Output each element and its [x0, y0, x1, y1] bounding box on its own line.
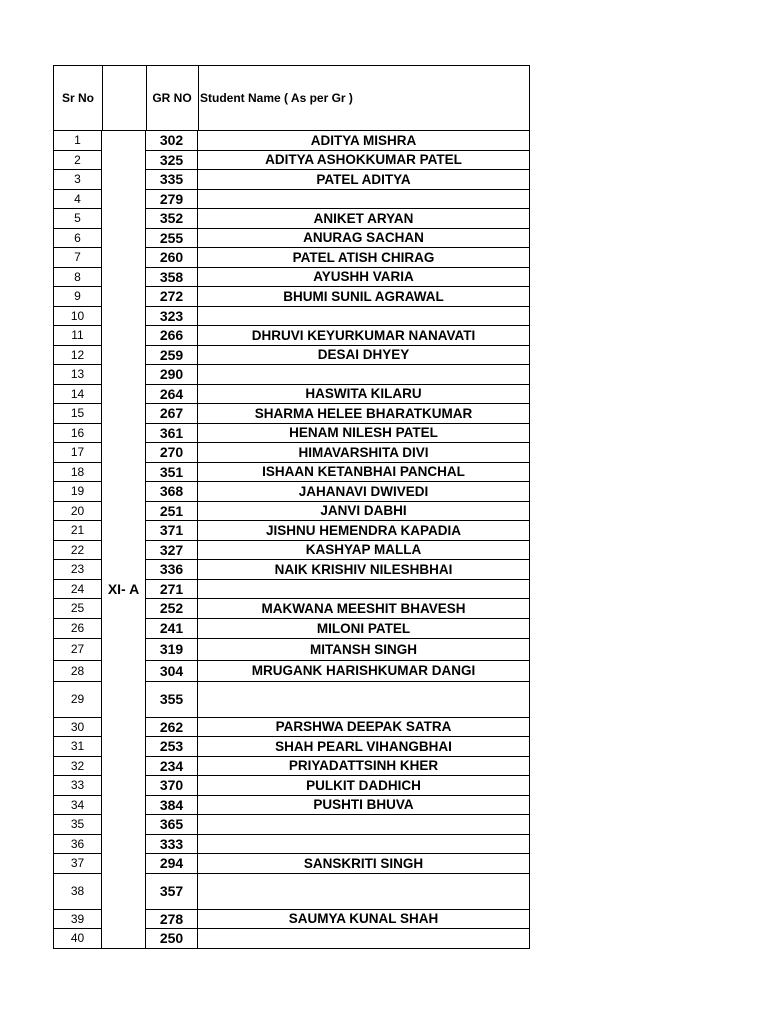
student-list-sheet [53, 65, 530, 949]
gr-no-cell: 260 [146, 248, 198, 267]
gr-no-cell: 304 [146, 661, 198, 681]
student-name-cell [198, 580, 529, 599]
sr-no-cell: 31 [54, 737, 102, 756]
gr-no-cell: 370 [146, 776, 198, 795]
gr-no-cell: 368 [146, 482, 198, 501]
gr-no-cell: 336 [146, 560, 198, 579]
student-name-cell: DESAI DHYEY [317, 347, 410, 363]
sr-no-cell: 20 [54, 502, 102, 521]
student-name-cell: KASHYAP MALLA [305, 542, 422, 558]
gr-no-cell: 250 [146, 929, 198, 948]
gr-no-cell: 357 [146, 874, 198, 909]
student-name-cell [198, 815, 529, 834]
student-name-cell: PRIYADATTSINH KHER [288, 758, 439, 774]
sr-no-cell: 12 [54, 346, 102, 365]
student-name-cell: DHRUVI KEYURKUMAR NANAVATI [251, 327, 476, 343]
sr-no-cell: 21 [54, 521, 102, 540]
gr-no-cell: 333 [146, 835, 198, 854]
sr-no-cell: 10 [54, 307, 102, 326]
student-name-cell: ADITYA MISHRA [310, 132, 417, 148]
gr-no-cell: 270 [146, 443, 198, 462]
sr-no-cell: 17 [54, 443, 102, 462]
student-name-cell: JANVI DABHI [320, 503, 407, 519]
student-name-cell: MRUGANK HARISHKUMAR DANGI [251, 663, 476, 678]
sr-no-cell: 35 [54, 815, 102, 834]
student-name-cell: MITANSH SINGH [310, 641, 417, 657]
sr-no-cell: 40 [54, 929, 102, 948]
student-name-cell [198, 929, 529, 948]
sr-no-cell: 26 [54, 619, 102, 638]
header-gr-no: GR NO [146, 66, 199, 130]
student-name-cell [198, 190, 529, 209]
gr-no-cell: 327 [146, 541, 198, 560]
table-header [53, 65, 530, 131]
header-student-name: Student Name ( As per Gr ) [200, 91, 353, 105]
student-name-cell: MILONI PATEL [316, 620, 411, 636]
gr-no-cell: 319 [146, 639, 198, 660]
sr-no-cell: 2 [54, 151, 102, 170]
student-name-cell: PARSHWA DEEPAK SATRA [275, 719, 452, 735]
class-label: XI- A [102, 580, 145, 600]
student-name-cell [198, 365, 529, 384]
sr-no-cell: 28 [54, 661, 102, 681]
sr-no-cell: 11 [54, 326, 102, 345]
sr-no-cell: 24 [54, 580, 102, 599]
student-name-cell [198, 307, 529, 326]
student-name-cell: MAKWANA MEESHIT BHAVESH [261, 600, 466, 616]
sr-no-cell: 38 [54, 874, 102, 909]
gr-no-cell: 325 [146, 151, 198, 170]
sr-no-cell: 23 [54, 560, 102, 579]
gr-no-cell: 272 [146, 287, 198, 306]
gr-no-cell: 302 [146, 131, 198, 150]
sr-no-cell: 8 [54, 268, 102, 287]
gr-no-cell: 352 [146, 209, 198, 228]
student-name-cell: ANIKET ARYAN [313, 210, 414, 226]
gr-no-cell: 365 [146, 815, 198, 834]
sr-no-cell: 18 [54, 463, 102, 482]
student-name-cell: HASWITA KILARU [305, 386, 422, 402]
gr-no-cell: 271 [146, 580, 198, 599]
sr-no-cell: 32 [54, 757, 102, 776]
gr-no-cell: 358 [146, 268, 198, 287]
sr-no-cell: 13 [54, 365, 102, 384]
sr-no-cell: 16 [54, 424, 102, 443]
gr-no-cell: 351 [146, 463, 198, 482]
student-name-cell: JAHANAVI DWIVEDI [298, 483, 429, 499]
gr-no-cell: 294 [146, 854, 198, 873]
gr-no-cell: 255 [146, 229, 198, 248]
gr-no-cell: 234 [146, 757, 198, 776]
header-sr-no: Sr No [54, 66, 103, 130]
sr-no-cell: 39 [54, 910, 102, 929]
student-name-cell [198, 835, 529, 854]
sr-no-cell: 9 [54, 287, 102, 306]
student-name-cell: PATEL ADITYA [316, 171, 411, 187]
sr-no-cell: 36 [54, 835, 102, 854]
gr-no-cell: 278 [146, 910, 198, 929]
gr-no-cell: 241 [146, 619, 198, 638]
sr-no-cell: 14 [54, 385, 102, 404]
sr-no-cell: 6 [54, 229, 102, 248]
sr-no-cell: 4 [54, 190, 102, 209]
gr-no-cell: 335 [146, 170, 198, 189]
student-name-cell: SANSKRITI SINGH [303, 855, 424, 871]
gr-no-cell: 361 [146, 424, 198, 443]
student-name-cell: HIMAVARSHITA DIVI [298, 444, 429, 460]
student-name-cell: BHUMI SUNIL AGRAWAL [283, 288, 444, 304]
gr-no-cell: 267 [146, 404, 198, 423]
student-name-cell: SHAH PEARL VIHANGBHAI [275, 738, 452, 754]
student-name-cell [198, 682, 529, 717]
gr-no-cell: 251 [146, 502, 198, 521]
sr-no-cell: 34 [54, 796, 102, 815]
student-name-cell: NAIK KRISHIV NILESHBHAI [274, 561, 453, 577]
sr-no-cell: 3 [54, 170, 102, 189]
gr-no-cell: 290 [146, 365, 198, 384]
gr-no-cell: 253 [146, 737, 198, 756]
sr-no-cell: 15 [54, 404, 102, 423]
table-body [53, 131, 530, 949]
merged-class-column [102, 131, 145, 948]
gr-no-cell: 279 [146, 190, 198, 209]
sr-no-cell: 30 [54, 718, 102, 737]
gr-no-cell: 323 [146, 307, 198, 326]
gr-no-cell: 266 [146, 326, 198, 345]
gr-no-cell: 264 [146, 385, 198, 404]
sr-no-cell: 22 [54, 541, 102, 560]
student-name-cell: ADITYA ASHOKKUMAR PATEL [265, 152, 462, 168]
gr-no-cell: 371 [146, 521, 198, 540]
student-name-cell: PUSHTI BHUVA [313, 797, 414, 813]
sr-no-cell: 27 [54, 639, 102, 660]
sr-no-cell: 25 [54, 599, 102, 618]
sr-no-cell: 7 [54, 248, 102, 267]
student-name-cell: HENAM NILESH PATEL [289, 425, 438, 441]
student-name-cell [198, 874, 529, 909]
gr-no-cell: 262 [146, 718, 198, 737]
student-name-cell: SHARMA HELEE BHARATKUMAR [254, 405, 473, 421]
sr-no-cell: 33 [54, 776, 102, 795]
sr-no-cell: 5 [54, 209, 102, 228]
gr-no-cell: 355 [146, 682, 198, 717]
sr-no-cell: 19 [54, 482, 102, 501]
sr-no-cell: 29 [54, 682, 102, 717]
sr-no-cell: 37 [54, 854, 102, 873]
student-name-cell: ANURAG SACHAN [303, 230, 424, 246]
student-name-cell: JISHNU HEMENDRA KAPADIA [265, 522, 461, 538]
student-name-cell: ISHAAN KETANBHAI PANCHAL [262, 464, 465, 480]
student-name-cell: AYUSHH VARIA [313, 269, 414, 285]
student-name-cell: SAUMYA KUNAL SHAH [288, 911, 439, 927]
student-name-cell: PULKIT DADHICH [306, 777, 421, 793]
gr-no-cell: 384 [146, 796, 198, 815]
student-name-cell: PATEL ATISH CHIRAG [292, 249, 435, 265]
header-class [102, 66, 147, 130]
gr-no-cell: 252 [146, 599, 198, 618]
gr-no-cell: 259 [146, 346, 198, 365]
sr-no-cell: 1 [54, 131, 102, 150]
